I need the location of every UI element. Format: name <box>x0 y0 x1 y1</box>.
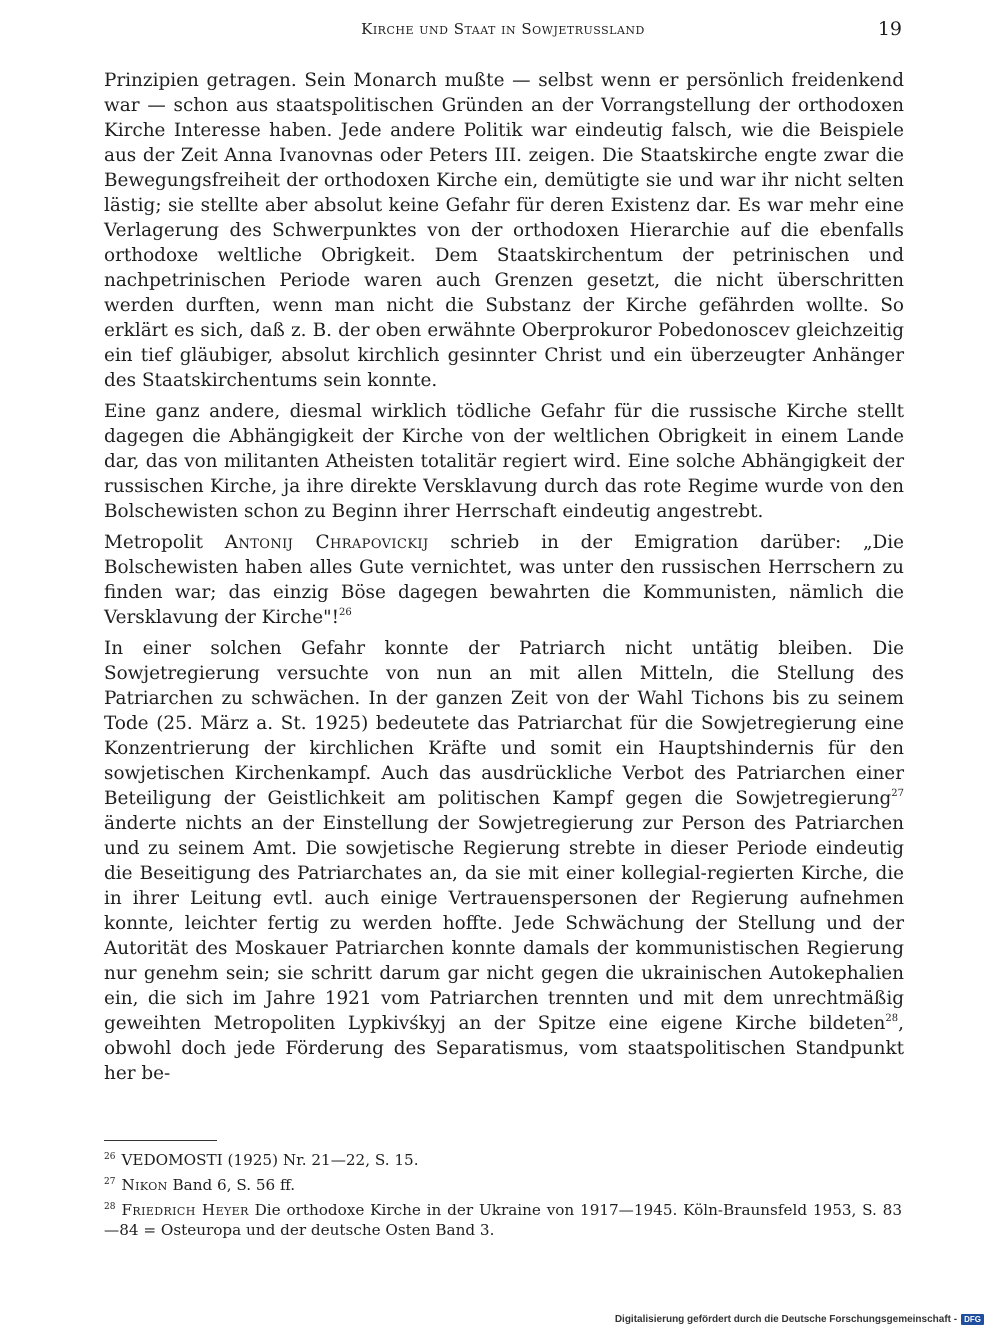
paragraph-4 <box>104 636 904 1086</box>
footnote-divider <box>104 1140 217 1141</box>
footnote-number: 27 <box>104 1177 116 1187</box>
paragraph-text: In einer solchen Gefahr konnte der Patriarch nicht untätig bleiben. Die Sowjetregierung versuchte von nun an mit allen Mitteln, die Stellung des Patriarchen zu schwächen. In der ganzen Zeit von der Wahl Tichons bis zu seinem Tode (25. März a. St. 1925) bedeutete das Patriarchat für die Sowjetregierung eine Konzentrierung der kirchlichen Kräfte und somit ein Hauptshindernis für den sowjetischen Kirchenkampf. Auch das ausdrückliche Verbot des Patriarchen einer Beteiligung der Geistlichkeit am politischen Kampf gegen die Sowjetregierung <box>104 638 904 809</box>
footnote-27 <box>104 1175 902 1195</box>
footnote-text: Die orthodoxe Kirche in der Ukraine von 1917—1945. Köln-Braunsfeld 1953, S. 83—84 = Osteuropa und der deutsche Osten Band 3. <box>104 1201 903 1239</box>
footnote-text: Band 6, S. 56 ff. <box>172 1176 296 1194</box>
footnote-28 <box>104 1200 902 1240</box>
running-title: Kirche und Staat in Sowjetrussland <box>361 20 645 38</box>
dfg-logo-icon: DFG <box>961 1314 984 1325</box>
paragraph-text: Prinzipien getragen. Sein Monarch mußte — selbst wenn er persönlich freidenkend war — schon aus staatspolitischen Gründen an der Vorrangstellung der orthodoxen Kirche Interesse haben. Jede andere Politik war eindeutig falsch, wie die Beispiele aus der Zeit Anna Ivanovnas oder Peters III. zeigen. Die Staatskirche engte zwar die Bewegungsfreiheit der orthodoxen Kirche ein, demütigte sie und war ihr nicht selten lästig; sie stellte aber absolut keine Gefahr für deren Existenz dar. Es war mehr eine Verlagerung des Schwerpunktes von der orthodoxen Hierarchie auf die ebenfalls orthodoxe weltliche Obrigkeit. Dem Staatskirchentum der petrinischen und nachpetrinischen Periode waren auch Grenzen gesetzt, die nicht überschritten werden durften, wenn man nicht die Substanz der Kirche gefährden wollte. So erklärt es sich, daß z. B. der oben erwähnte Oberprokuror Pobedonoscev gleichzeitig ein tief gläubiger, absolut kirchlich gesinnter Christ und ein überzeugter Anhänger des Staatskirchentums sein konnte. <box>104 70 904 391</box>
paragraph-text: änderte nichts an der Einstellung der Sowjetregierung zur Person des Patriarchen und zu seinem Amt. Die sowjetische Regierung strebte in dieser Periode eindeutig die Beseitigung des Patriarchates an, da sie mit einer kollegial-regierten Kirche, die in ihrer Leitung evtl. auch einige Vertrauenspersonen der Regierung aufnehmen konnte, leichter fertig zu werden hoffte. Jede Schwächung der Stellung und der Autorität des Moskauer Patriarchen konnte damals der kommunistischen Regierung nur genehm sein; sie schritt darum gar nicht gegen die ukrainischen Autokephalien ein, die sich im Jahre 1921 vom Patriarchen trennten und mit dem unrechtmäßig geweihten Metropoliten Lypkivśkyj an der Spitze eine eigene Kirche bildeten <box>104 813 904 1034</box>
footnote-number: 28 <box>104 1202 116 1212</box>
footnotes <box>104 1150 902 1245</box>
digitization-credit <box>615 1314 984 1325</box>
paragraph-text: , obwohl doch jede Förderung des Separatismus, vom staatspolitischen Standpunkt her be- <box>104 1013 904 1084</box>
footnote-26 <box>104 1150 902 1170</box>
footnote-ref-26: 26 <box>338 607 352 618</box>
footnote-ref-28: 28 <box>885 1013 899 1024</box>
page-number: 19 <box>877 18 902 40</box>
body-text <box>104 68 904 1092</box>
person-name: Antonij Chrapovickij <box>224 532 429 553</box>
footnote-text: VEDOMOSTI (1925) Nr. 21—22, S. 15. <box>121 1151 419 1169</box>
paragraph-1 <box>104 68 904 393</box>
footnote-ref-27: 27 <box>891 788 904 799</box>
footnote-author: Friedrich Heyer <box>121 1201 249 1219</box>
footnote-author: Nikon <box>121 1176 168 1194</box>
paragraph-text: Eine ganz andere, diesmal wirklich tödliche Gefahr für die russische Kirche stellt dagegen die Abhängigkeit der Kirche von der weltlichen Obrigkeit in einem Lande dar, das von militanten Atheisten totalitär regiert wird. Eine solche Abhängigkeit der russischen Kirche, ja ihre direkte Versklavung durch das rote Regime wurde von den Bolschewisten schon zu Beginn ihrer Herrschaft eindeutig angestrebt. <box>104 401 904 522</box>
page-header <box>104 18 902 44</box>
footnote-number: 26 <box>104 1152 116 1162</box>
paragraph-3 <box>104 530 904 630</box>
paragraph-text: schrieb in der Emigration darüber: „Die Bolschewisten haben alles Gute vernichtet, was unter den russischen Herrschern zu finden war; das einzig Böse dagegen bewahrten die Kommunisten, nämlich die Versklavung der Kirche"! <box>104 532 904 628</box>
paragraph-lead: Metropolit <box>104 532 203 553</box>
credit-text: Digitalisierung gefördert durch die Deutsche Forschungsgemeinschaft - <box>614 1314 958 1325</box>
paragraph-2 <box>104 399 904 524</box>
